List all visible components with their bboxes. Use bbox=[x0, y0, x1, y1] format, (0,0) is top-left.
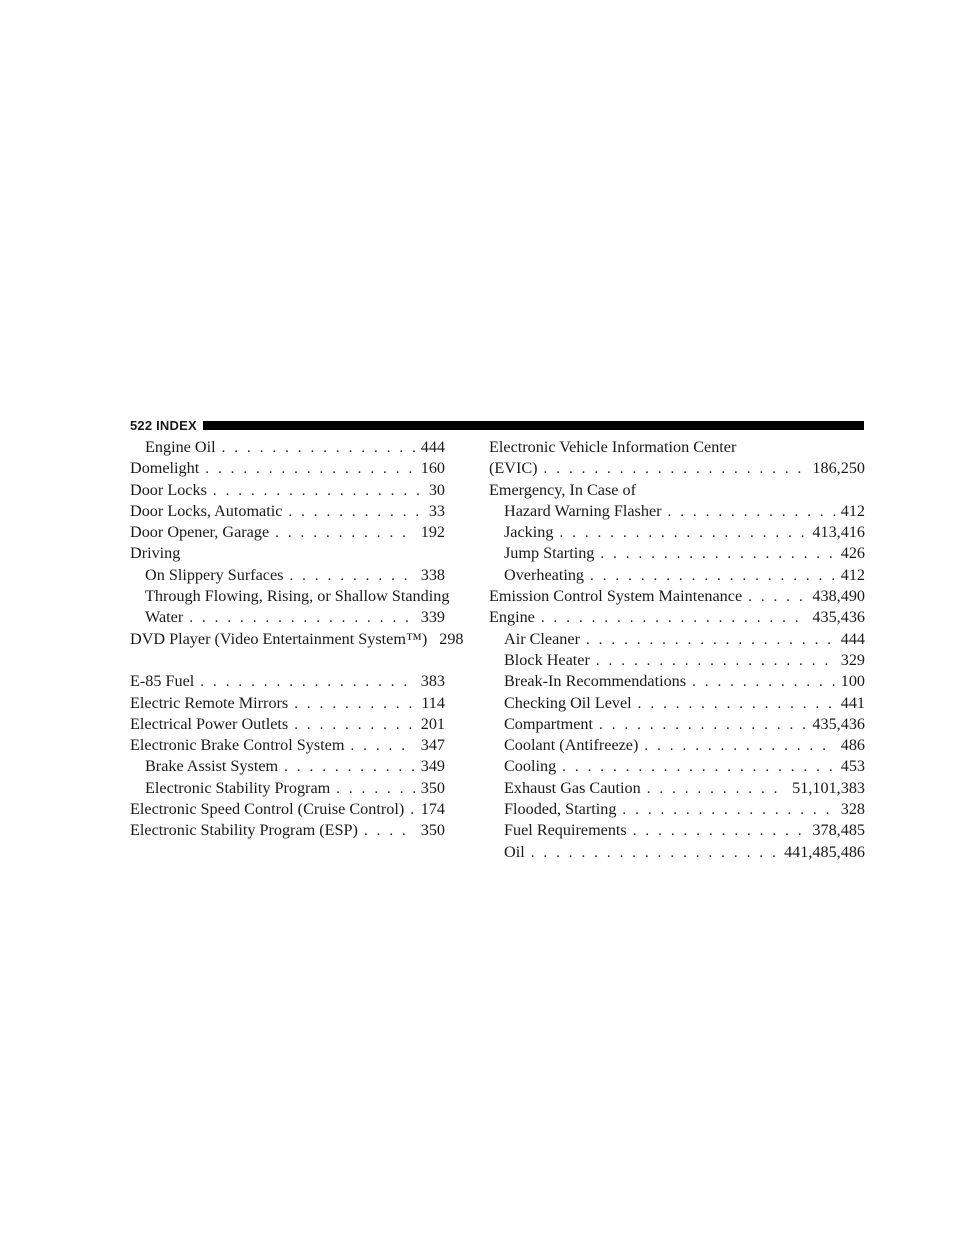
dot-leader bbox=[294, 694, 415, 715]
index-entry[interactable] bbox=[130, 735, 445, 756]
dot-leader bbox=[544, 459, 807, 480]
index-entry[interactable] bbox=[130, 778, 445, 799]
index-entry-term: Flooded, Starting bbox=[504, 800, 617, 819]
dot-leader bbox=[531, 843, 778, 864]
dot-leader bbox=[213, 481, 423, 502]
index-entry-page[interactable]: 412 bbox=[840, 565, 865, 584]
dot-leader bbox=[222, 438, 415, 459]
index-entry-term: E-85 Fuel bbox=[130, 672, 195, 691]
dot-leader bbox=[692, 672, 835, 693]
dot-leader bbox=[599, 715, 806, 736]
index-entry-page[interactable]: 350 bbox=[420, 821, 445, 840]
index-entry[interactable] bbox=[489, 778, 865, 799]
dot-leader bbox=[590, 566, 835, 587]
dot-leader bbox=[647, 779, 786, 800]
index-entry-page[interactable]: 339 bbox=[420, 608, 445, 627]
dot-leader bbox=[562, 757, 835, 778]
index-entry-term: Brake Assist System bbox=[145, 757, 279, 776]
index-entry-term: Break-In Recommendations bbox=[504, 672, 687, 691]
index-entry-page[interactable]: 160 bbox=[420, 459, 445, 478]
index-entry-page[interactable]: 192 bbox=[420, 523, 445, 542]
page-header bbox=[130, 417, 864, 433]
index-entry-page[interactable]: 486 bbox=[840, 736, 865, 755]
index-entry-page[interactable]: 349 bbox=[420, 757, 445, 776]
index-entry-page[interactable]: 201 bbox=[420, 714, 445, 733]
index-entry-term: Overheating bbox=[504, 565, 585, 584]
dot-leader bbox=[294, 715, 414, 736]
index-entry[interactable] bbox=[130, 756, 445, 777]
dot-leader bbox=[559, 523, 806, 544]
index-entry[interactable] bbox=[130, 565, 445, 586]
index-entry[interactable] bbox=[489, 565, 865, 586]
index-entry[interactable] bbox=[489, 820, 865, 841]
index-entry-term: On Slippery Surfaces bbox=[145, 565, 284, 584]
index-entry-term: Checking Oil Level bbox=[504, 693, 632, 712]
index-entry[interactable] bbox=[489, 799, 865, 820]
index-entry-term: Engine Oil bbox=[145, 438, 216, 456]
index-entry-term: Electronic Brake Control System bbox=[130, 736, 345, 755]
dot-leader bbox=[205, 459, 414, 480]
dot-leader bbox=[288, 502, 422, 523]
index-entry-page[interactable]: 438,490 bbox=[812, 587, 865, 606]
dot-leader bbox=[748, 587, 806, 608]
index-entry[interactable] bbox=[489, 543, 865, 564]
index-heading: Driving bbox=[130, 544, 181, 563]
index-entry-page[interactable]: 329 bbox=[840, 650, 865, 669]
dot-leader bbox=[541, 608, 807, 629]
index-entry-page[interactable]: 328 bbox=[840, 800, 865, 819]
index-entry-term: Cooling bbox=[504, 757, 557, 776]
dot-leader bbox=[350, 736, 414, 757]
index-entry-page[interactable]: 453 bbox=[840, 757, 865, 776]
index-entry[interactable] bbox=[489, 735, 865, 756]
index-entry-term: Air Cleaner bbox=[504, 629, 580, 648]
index-entry-term: (EVIC) bbox=[489, 459, 538, 478]
index-entry[interactable] bbox=[489, 458, 865, 479]
index-entry-page[interactable]: 51,101,383 bbox=[792, 778, 865, 797]
index-entry[interactable] bbox=[489, 607, 865, 628]
dot-leader bbox=[275, 523, 415, 544]
dot-leader bbox=[638, 694, 835, 715]
page-number-label: 522 INDEX bbox=[130, 417, 197, 433]
dot-leader bbox=[644, 736, 834, 757]
index-entry-page[interactable]: 435,436 bbox=[812, 608, 865, 627]
dot-leader bbox=[336, 779, 415, 800]
index-entry[interactable] bbox=[130, 693, 445, 714]
index-entry-page[interactable]: 338 bbox=[420, 565, 445, 584]
index-entry[interactable] bbox=[489, 693, 865, 714]
index-entry-page[interactable]: 444 bbox=[420, 438, 445, 456]
index-entry[interactable] bbox=[130, 480, 445, 501]
dot-leader bbox=[596, 651, 835, 672]
index-entry-term: Jump Starting bbox=[504, 544, 595, 563]
dot-leader bbox=[410, 800, 414, 821]
index-heading: Electronic Vehicle Information Center bbox=[489, 438, 737, 456]
dot-leader bbox=[668, 502, 835, 523]
index-entry[interactable] bbox=[130, 607, 445, 628]
index-heading: Through Flowing, Rising, or Shallow Standing bbox=[145, 587, 450, 606]
index-entry-term: Exhaust Gas Caution bbox=[504, 778, 641, 797]
index-entry[interactable] bbox=[489, 671, 865, 692]
index-spacer bbox=[130, 650, 445, 671]
index-entry-page[interactable]: 413,416 bbox=[812, 523, 865, 542]
index-entry-page[interactable]: 435,436 bbox=[812, 714, 865, 733]
index-entry-term: Jacking bbox=[504, 523, 554, 542]
index-entry-term: Electronic Stability Program (ESP) bbox=[130, 821, 358, 840]
index-entry-term: Door Opener, Garage bbox=[130, 523, 270, 542]
index-entry-page[interactable]: 30 bbox=[428, 480, 445, 499]
index-entry-term: Electrical Power Outlets bbox=[130, 714, 289, 733]
index-entry[interactable] bbox=[130, 501, 445, 522]
index-entry[interactable] bbox=[130, 799, 445, 820]
dot-leader bbox=[622, 800, 834, 821]
dot-leader bbox=[189, 608, 414, 629]
index-entry[interactable] bbox=[489, 629, 865, 650]
index-entry[interactable] bbox=[130, 522, 445, 543]
index-entry-term: Engine bbox=[489, 608, 535, 627]
dot-leader bbox=[600, 544, 834, 565]
index-entry-term: Compartment bbox=[504, 714, 594, 733]
dot-leader bbox=[284, 757, 415, 778]
index-heading: Emergency, In Case of bbox=[489, 480, 636, 499]
index-entry[interactable] bbox=[130, 671, 445, 692]
index-entry-page[interactable]: 174 bbox=[420, 800, 445, 819]
index-entry-page[interactable]: 350 bbox=[420, 778, 445, 797]
index-entry[interactable] bbox=[489, 501, 865, 522]
index-entry-term: Door Locks, Automatic bbox=[130, 501, 283, 520]
index-entry-term: Fuel Requirements bbox=[504, 821, 627, 840]
index-entry[interactable] bbox=[489, 714, 865, 735]
index-entry-page[interactable]: 347 bbox=[420, 736, 445, 755]
index-entry[interactable] bbox=[489, 650, 865, 671]
dot-leader bbox=[633, 821, 807, 842]
index-entry-page[interactable]: 444 bbox=[840, 629, 865, 648]
index-entry-page[interactable]: 298 bbox=[439, 629, 464, 648]
index-entry-page[interactable]: 426 bbox=[840, 544, 865, 563]
index-entry-page[interactable]: 100 bbox=[840, 672, 865, 691]
index-entry-page[interactable]: 186,250 bbox=[812, 459, 865, 478]
index-entry-term: Emission Control System Maintenance bbox=[489, 587, 743, 606]
index-entry-term: Door Locks bbox=[130, 480, 207, 499]
index-column-right bbox=[489, 437, 865, 863]
index-entry[interactable] bbox=[130, 820, 445, 841]
index-entry[interactable] bbox=[130, 629, 464, 650]
index-column-left bbox=[130, 437, 464, 842]
index-entry[interactable] bbox=[130, 714, 445, 735]
index-entry[interactable] bbox=[489, 842, 865, 863]
index-entry-page[interactable]: 378,485 bbox=[812, 821, 865, 840]
index-entry-term: Oil bbox=[504, 842, 525, 861]
index-entry-term: Block Heater bbox=[504, 650, 590, 669]
index-entry-page[interactable]: 412 bbox=[840, 501, 865, 520]
index-entry-term: Domelight bbox=[130, 459, 200, 478]
index-entry-page[interactable]: 441 bbox=[840, 693, 865, 712]
index-entry-term: Electric Remote Mirrors bbox=[130, 693, 289, 712]
index-entry[interactable] bbox=[489, 756, 865, 777]
index-entry-page[interactable]: 33 bbox=[428, 501, 445, 520]
index-entry[interactable] bbox=[130, 458, 445, 479]
index-entry[interactable] bbox=[130, 437, 445, 458]
index-entry[interactable] bbox=[489, 522, 865, 543]
index-entry-term: Hazard Warning Flasher bbox=[504, 501, 662, 520]
index-entry-page[interactable]: 383 bbox=[420, 672, 445, 691]
index-entry-term: DVD Player (Video Entertainment System™) bbox=[130, 629, 428, 648]
header-rule bbox=[203, 421, 864, 430]
index-entry-term: Water bbox=[145, 608, 184, 627]
index-entry-term: Electronic Stability Program bbox=[145, 778, 331, 797]
dot-leader bbox=[586, 630, 835, 651]
dot-leader bbox=[200, 672, 414, 693]
index-entry-page[interactable]: 114 bbox=[421, 693, 445, 712]
index-entry-term: Coolant (Antifreeze) bbox=[504, 736, 639, 755]
dot-leader bbox=[364, 821, 415, 842]
index-entry-term: Electronic Speed Control (Cruise Control) bbox=[130, 800, 405, 819]
index-entry[interactable] bbox=[489, 586, 865, 607]
index-entry-page[interactable]: 441,485,486 bbox=[784, 842, 865, 861]
dot-leader bbox=[289, 566, 414, 587]
